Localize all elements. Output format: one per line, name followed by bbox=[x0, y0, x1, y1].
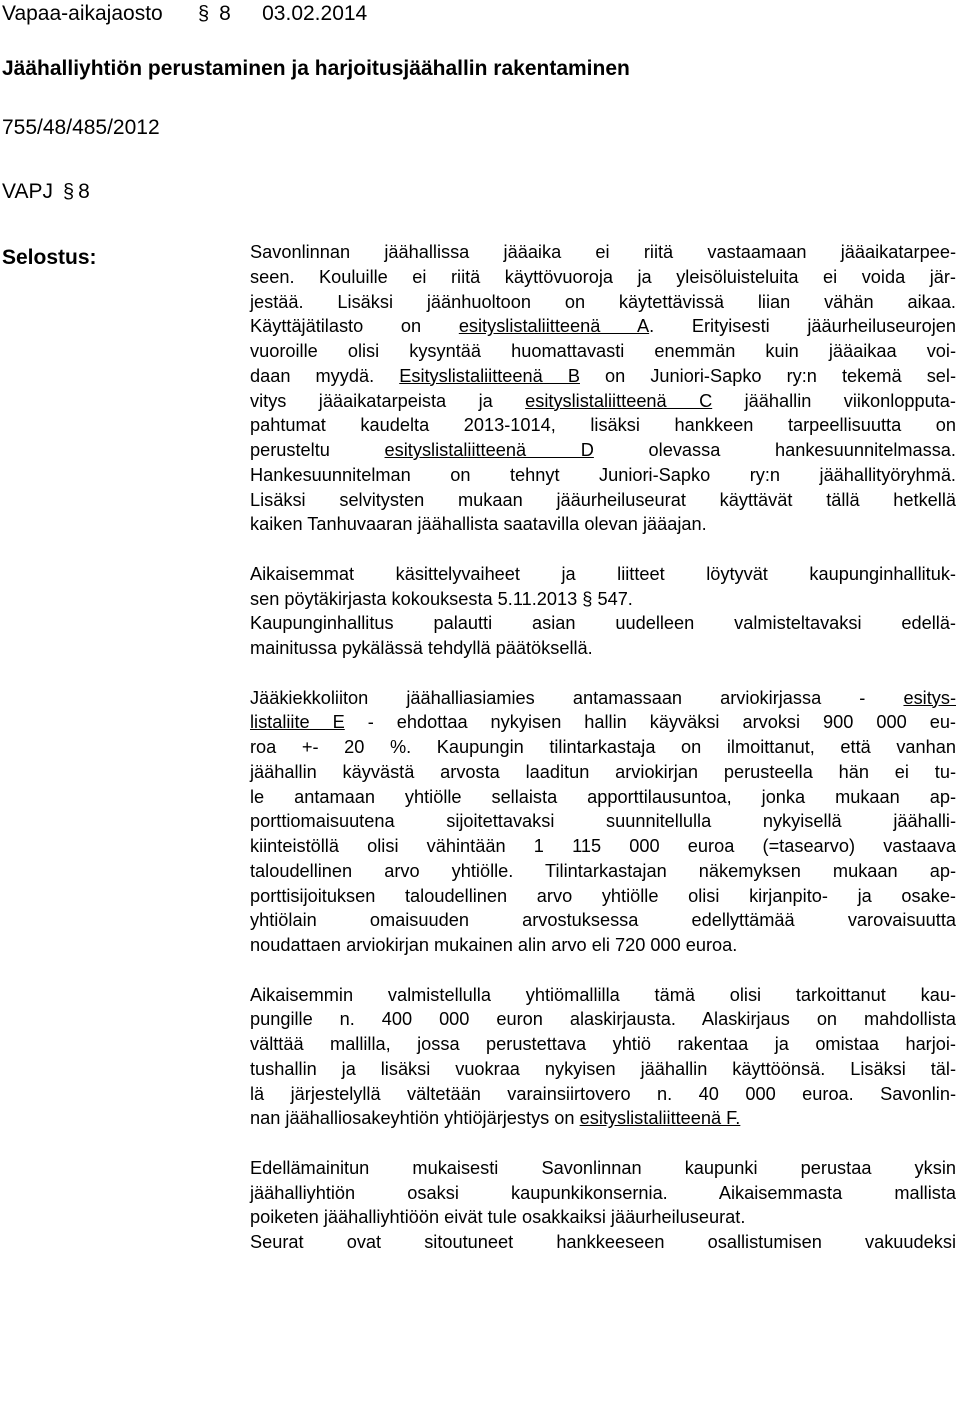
text-segment: vitys jääaikatarpeista ja bbox=[250, 390, 526, 411]
text-line bbox=[250, 265, 956, 290]
text-segment: pungille n. 400 000 euron alaskirjausta. Alaskirjaus on mahdollista bbox=[250, 1009, 956, 1030]
text-segment: Edellämainitun mukaisesti Savonlinnan kaupunki perustaa yksin bbox=[250, 1157, 956, 1178]
text-segment: Lisäksi selvitysten mukaan jääurheiluseurat käyttävät tällä hetkellä bbox=[250, 489, 956, 510]
paragraph bbox=[250, 686, 956, 958]
text-line bbox=[250, 438, 956, 463]
text-line bbox=[250, 1205, 956, 1230]
text-line bbox=[250, 463, 956, 488]
page-header bbox=[2, 2, 367, 26]
ref-body: VAPJ bbox=[2, 180, 53, 203]
text-segment: porttiomaisuutena sijoitettavaksi suunnitellulla nykyisellä jäähalli- bbox=[250, 811, 956, 832]
text-line bbox=[250, 933, 956, 958]
text-line bbox=[250, 290, 956, 315]
text-segment: kiinteistöllä olisi vähintään 1 115 000 euroa (=tasearvo) vastaava bbox=[250, 836, 956, 856]
text-line bbox=[250, 983, 956, 1008]
text-line bbox=[250, 686, 956, 711]
text-segment: välttää mallilla, jossa perustettava yhtiö rakentaa ja omistaa harjoi- bbox=[250, 1034, 956, 1054]
text-line bbox=[250, 1230, 956, 1255]
text-segment: mainitussa pykälässä tehdyllä päätöksellä. bbox=[250, 638, 593, 658]
description-text bbox=[250, 240, 956, 1255]
text-line bbox=[250, 908, 956, 933]
attachment-link: esityslistaliitteenä D bbox=[384, 440, 594, 460]
text-segment: nan jäähalliosakeyhtiön yhtiöjärjestys on bbox=[250, 1108, 580, 1129]
text-segment: roa +- 20 %. Kaupungin tilintarkastaja on ilmoittanut, että vanhan bbox=[250, 737, 956, 757]
diary-number: 755/48/485/2012 bbox=[2, 116, 160, 139]
text-segment: poiketen jäähalliyhtiöön eivät tule osakkaiksi jääurheiluseurat. bbox=[250, 1207, 746, 1228]
previous-handling-ref bbox=[2, 180, 90, 204]
selostus-label: Selostus: bbox=[2, 246, 97, 269]
text-line bbox=[250, 809, 956, 834]
paragraph-gap bbox=[250, 1131, 956, 1156]
text-segment: Käyttäjätilasto on bbox=[250, 316, 459, 337]
text-segment: pahtumat kaudelta 2013-1014, lisäksi hankkeen tarpeellisuutta on bbox=[250, 415, 956, 436]
text-segment: Kaupunginhallitus palautti asian uudelleen valmisteltavaksi edellä- bbox=[250, 613, 956, 634]
paragraph bbox=[250, 240, 956, 537]
text-segment: . Erityisesti jääurheiluseurojen bbox=[649, 316, 956, 337]
text-line bbox=[250, 562, 956, 587]
attachment-link: listaliite E bbox=[250, 712, 345, 733]
section-number: 8 bbox=[219, 2, 231, 25]
attachment-link: esityslistaliitteenä A bbox=[458, 316, 650, 337]
text-line bbox=[250, 859, 956, 884]
text-segment: olevassa hankesuunnitelmassa. bbox=[593, 440, 956, 460]
text-segment: porttisijoituksen taloudellinen arvo yhtiölle olisi kirjanpito- ja osake- bbox=[250, 885, 956, 906]
text-line bbox=[250, 1057, 956, 1082]
text-segment: jäähallin käyvästä arvosta laaditun arviokirjan perusteella hän ei tu- bbox=[250, 761, 956, 782]
text-line bbox=[250, 240, 956, 265]
text-segment: lä järjestelyllä vältetään varainsiirtovero n. 40 000 euroa. Savonlin- bbox=[250, 1083, 956, 1104]
text-line bbox=[250, 884, 956, 909]
text-line bbox=[250, 1032, 956, 1057]
attachment-link: esitys- bbox=[903, 687, 956, 708]
text-line bbox=[250, 587, 956, 612]
paragraph bbox=[250, 562, 956, 661]
text-segment: tushallin ja lisäksi vuokraa nykyisen jäähallin käyttöönsä. Lisäksi täl- bbox=[250, 1058, 956, 1079]
section-sign: § bbox=[198, 3, 210, 25]
text-segment: seen. Kouluille ei riitä käyttövuoroja ja yleisöluisteluita ei voida jär- bbox=[250, 266, 956, 287]
paragraph-gap bbox=[250, 537, 956, 562]
text-line bbox=[250, 760, 956, 785]
meeting-date: 03.02.2014 bbox=[262, 2, 368, 25]
text-segment: Savonlinnan jäähallissa jääaika ei riitä vastaamaan jääaikatarpee- bbox=[250, 242, 956, 262]
text-segment: jäähallin viikonlopputa- bbox=[712, 390, 956, 411]
paragraph bbox=[250, 983, 956, 1132]
text-line bbox=[250, 339, 956, 364]
text-line bbox=[250, 1082, 956, 1107]
document-title: Jäähalliyhtiön perustaminen ja harjoitusjäähallin rakentaminen bbox=[2, 57, 630, 80]
text-segment: jäähalliyhtiön osaksi kaupunkikonsernia. Aikaisemmasta mallista bbox=[250, 1182, 956, 1203]
text-segment: jestää. Lisäksi jäänhuoltoon on käytettävissä liian vähän aikaa. bbox=[250, 291, 956, 312]
paragraph bbox=[250, 1156, 956, 1255]
text-line bbox=[250, 389, 956, 414]
text-segment: - ehdottaa nykyisen hallin käyväksi arvoksi 900 000 eu- bbox=[344, 712, 956, 733]
attachment-link: Esityslistaliitteenä B bbox=[399, 365, 580, 386]
attachment-link: esityslistaliitteenä C bbox=[525, 390, 713, 411]
text-segment: on Juniori-Sapko ry:n tekemä sel- bbox=[579, 365, 957, 386]
text-line bbox=[250, 1156, 956, 1181]
text-segment: noudattaen arviokirjan mukainen alin arvo eli 720 000 euroa. bbox=[250, 935, 738, 955]
text-line bbox=[250, 314, 956, 339]
attachment-link: esityslistaliitteenä F. bbox=[579, 1108, 741, 1129]
text-segment: Aikaisemmin valmistellulla yhtiömallilla tämä olisi tarkoittanut kau- bbox=[250, 984, 956, 1005]
text-line bbox=[250, 1181, 956, 1206]
text-segment: taloudellinen arvo yhtiölle. Tilintarkastajan näkemyksen mukaan ap- bbox=[250, 860, 956, 881]
text-segment: Hankesuunnitelman on tehnyt Juniori-Sapko ry:n jäähallityöryhmä. bbox=[250, 464, 956, 485]
text-segment: le antamaan yhtiölle sellaista apporttilausuntoa, jonka mukaan ap- bbox=[250, 786, 956, 807]
text-line bbox=[250, 1007, 956, 1032]
text-line bbox=[250, 785, 956, 810]
text-line bbox=[250, 636, 956, 661]
text-segment: perusteltu bbox=[250, 440, 385, 460]
ref-section-number: 8 bbox=[78, 180, 90, 203]
text-line bbox=[250, 611, 956, 636]
text-line bbox=[250, 488, 956, 513]
text-segment: vuoroille olisi kysyntää huomattavasti enemmän kuin jääaikaa voi- bbox=[250, 341, 956, 361]
text-line bbox=[250, 413, 956, 438]
text-line bbox=[250, 834, 956, 859]
organ-name: Vapaa-aikajaosto bbox=[2, 2, 163, 25]
text-line bbox=[250, 364, 956, 389]
text-segment: daan myydä. bbox=[250, 365, 400, 386]
text-segment: yhtiölain omaisuuden arvostuksessa edellyttämää varovaisuutta bbox=[250, 910, 956, 931]
text-line bbox=[250, 735, 956, 760]
text-segment: Seurat ovat sitoutuneet hankkeeseen osallistumisen vakuudeksi bbox=[250, 1232, 956, 1252]
text-line bbox=[250, 710, 956, 735]
text-segment: Aikaisemmat käsittelyvaiheet ja liitteet löytyvät kaupunginhallituk- bbox=[250, 563, 956, 584]
text-segment: Jääkiekkoliiton jäähalliasiamies antamassaan arviokirjassa - bbox=[250, 687, 904, 708]
text-line bbox=[250, 512, 956, 537]
paragraph-gap bbox=[250, 958, 956, 983]
text-segment: kaiken Tanhuvaaran jäähallista saatavilla olevan jääajan. bbox=[250, 514, 707, 535]
paragraph-gap bbox=[250, 661, 956, 686]
ref-section-sign: § bbox=[62, 181, 75, 203]
text-line bbox=[250, 1106, 956, 1131]
text-segment: sen pöytäkirjasta kokouksesta 5.11.2013 § 547. bbox=[250, 588, 633, 609]
